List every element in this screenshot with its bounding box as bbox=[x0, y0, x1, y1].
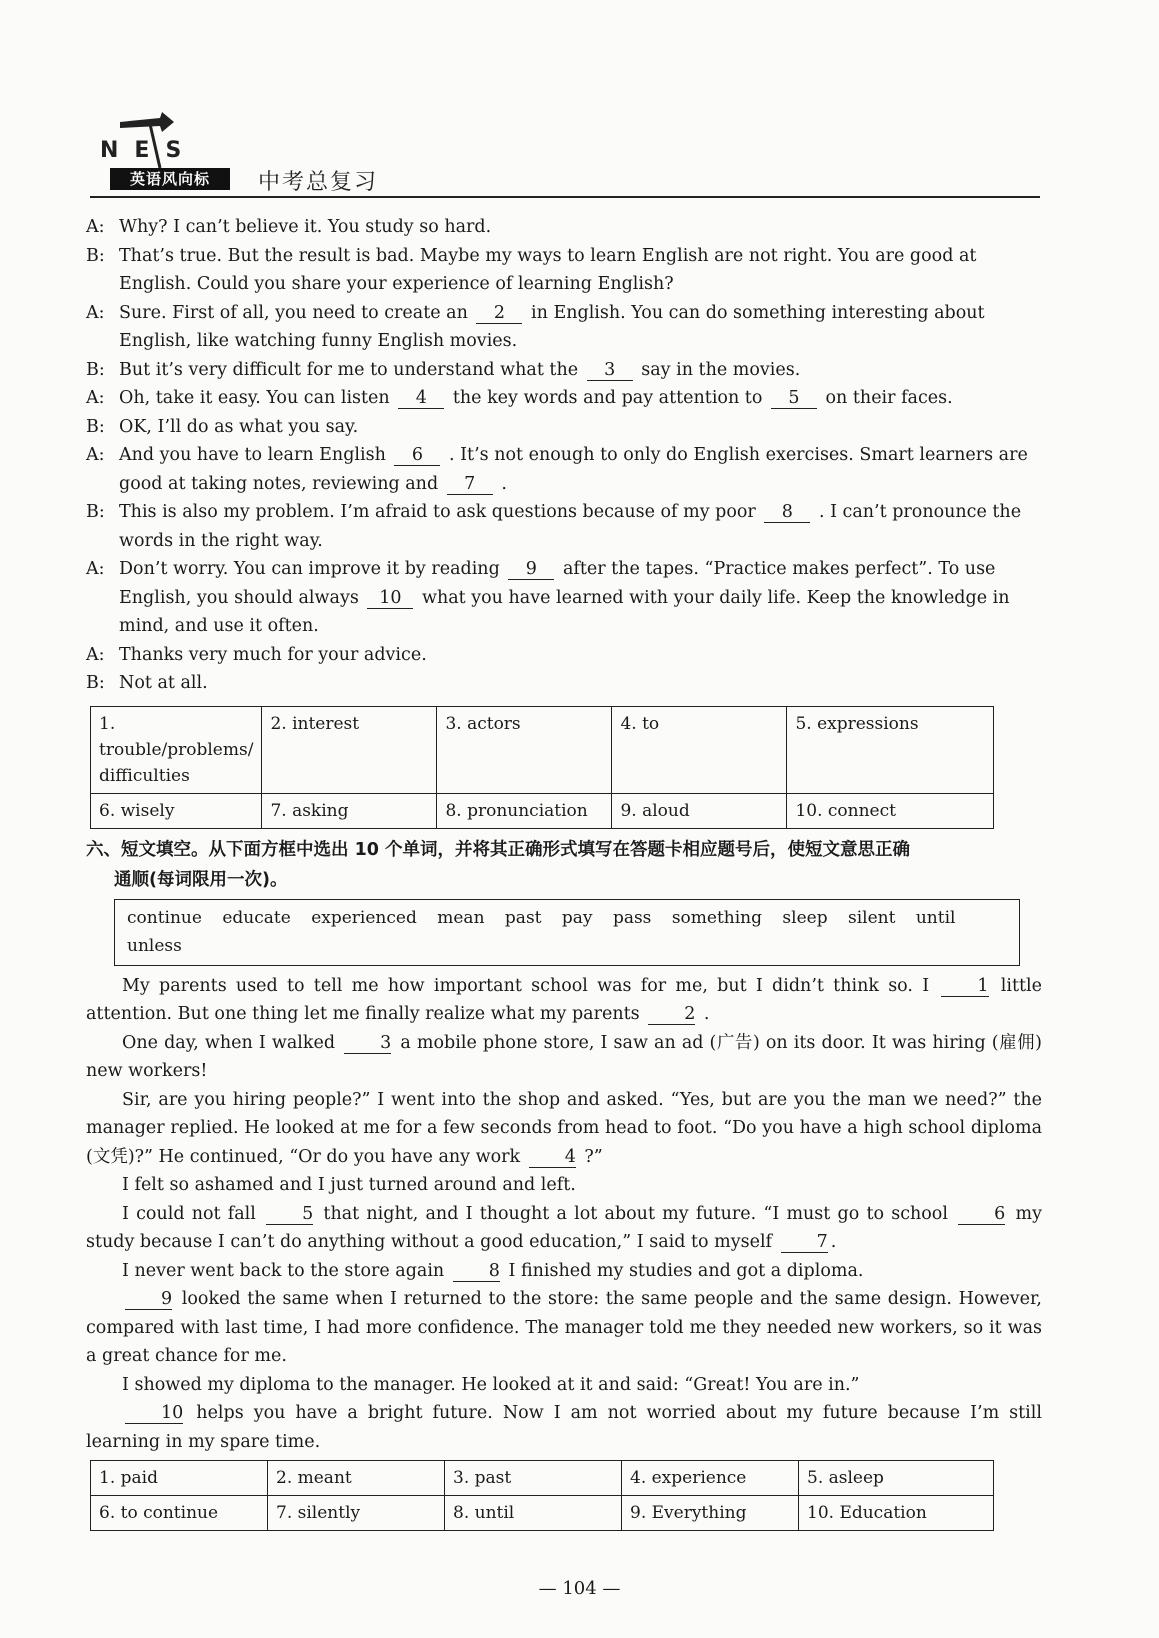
table-cell: 8. pronunciation bbox=[437, 793, 612, 828]
passage-text: I could not fall bbox=[122, 1203, 256, 1224]
answer-blank: 9 bbox=[125, 1289, 172, 1310]
dialogue-line bbox=[86, 356, 1042, 385]
dialogue bbox=[86, 213, 1042, 698]
header-title: 中考总复习 bbox=[258, 170, 379, 195]
table-cell: 5. expressions bbox=[787, 706, 994, 793]
passage-paragraph bbox=[86, 1029, 1042, 1086]
header-divider bbox=[90, 196, 1040, 198]
table-cell: 10. Education bbox=[799, 1496, 994, 1531]
speaker-label: B: bbox=[86, 416, 105, 437]
dialogue-text: say in the movies. bbox=[641, 359, 801, 380]
section-title-line: 六、短文填空。从下面方框中选出 10 个单词，并将其正确形式填写在答题卡相应题号后，使短文意思正确 bbox=[86, 839, 911, 860]
table-cell: 9. Everything bbox=[622, 1496, 799, 1531]
dialogue-text: Don’t worry. You can improve it by reading bbox=[119, 559, 500, 579]
answer-blank: 2 bbox=[648, 1004, 695, 1025]
table-cell: 1. paid bbox=[91, 1461, 268, 1496]
answer-blank: 9 bbox=[508, 559, 554, 580]
answer-blank: 3 bbox=[344, 1033, 391, 1054]
dialogue-text: Sure. First of all, you need to create an bbox=[119, 302, 468, 323]
table-row bbox=[91, 706, 994, 793]
word-bank-item: silent bbox=[848, 907, 896, 928]
table-cell: 6. to continue bbox=[91, 1496, 268, 1531]
passage-text: little attention. But one thing let me finally realize what my parents bbox=[86, 975, 1042, 1024]
passage-text: helps you have a bright future. Now I am not worried about my future because I’m still learning in my spare time. bbox=[86, 1403, 1042, 1452]
passage-paragraph bbox=[86, 1399, 1042, 1456]
table-row bbox=[91, 1461, 994, 1496]
answer-blank: 5 bbox=[266, 1204, 313, 1225]
dialogue-text: Oh, take it easy. You can listen bbox=[119, 388, 390, 408]
dialogue-text: in English. You can do something interesting about English, like watching funny English movies. bbox=[119, 302, 985, 351]
speaker-label: B: bbox=[86, 502, 105, 522]
dialogue-line bbox=[86, 413, 1042, 442]
dialogue-text: . bbox=[501, 473, 507, 494]
passage-text: I finished my studies and got a diploma. bbox=[508, 1260, 864, 1281]
dialogue-text: . I can’t pronounce the words in the right way. bbox=[119, 502, 1022, 551]
dialogue-text: OK, I’ll do as what you say. bbox=[119, 416, 359, 437]
word-bank-item: sleep bbox=[782, 907, 828, 928]
page-number: — 104 — bbox=[538, 1578, 621, 1599]
passage-paragraph bbox=[86, 1171, 1042, 1200]
dialogue-text: on their faces. bbox=[825, 388, 953, 408]
section-title-line: 通顺(每词限用一次)。 bbox=[114, 869, 288, 890]
speaker-label: B: bbox=[86, 245, 105, 266]
passage bbox=[86, 972, 1042, 1457]
dialogue-text: what you have learned with your daily life. Keep the knowledge in mind, and use it often. bbox=[119, 587, 1010, 636]
dialogue-line bbox=[86, 498, 1042, 555]
word-bank-item: pass bbox=[612, 907, 652, 928]
brand-badge: 英语风向标 bbox=[110, 168, 230, 190]
answer-table-passage bbox=[90, 1460, 994, 1531]
page-header bbox=[90, 110, 1040, 200]
passage-paragraph: I could not fall 5 that night, and I thought a lot about my future. “I must go to school 6 my study because I can’t do anything without a good education,” I said to myself 7 . bbox=[86, 1203, 1042, 1252]
answer-blank: 6 bbox=[394, 445, 440, 466]
dialogue-line bbox=[86, 242, 1042, 299]
answer-blank: 3 bbox=[587, 360, 633, 381]
passage-text: looked the same when I returned to the store: the same people and the same design. However, compared with last time, I had more confidence. The manager told me they needed new workers, so it was a great chance for me. bbox=[86, 1289, 1042, 1366]
speaker-label: A: bbox=[86, 559, 105, 579]
answer-blank: 5 bbox=[771, 388, 817, 409]
table-cell: 2. interest bbox=[262, 706, 437, 793]
dialogue-text: Not at all. bbox=[119, 673, 208, 693]
answer-table-dialogue bbox=[90, 706, 994, 829]
passage-paragraph bbox=[86, 1257, 1042, 1286]
speaker-label: A: bbox=[86, 445, 105, 465]
dialogue-text: . It’s not enough to only do English exercises. Smart learners are good at taking notes, reviewing and bbox=[119, 445, 1028, 494]
passage-text: . bbox=[703, 1004, 710, 1024]
answer-blank: 6 bbox=[958, 1204, 1005, 1225]
dialogue-text: And you have to learn English bbox=[119, 445, 386, 465]
answer-blank: 7 bbox=[781, 1232, 828, 1253]
answer-blank: 8 bbox=[764, 502, 810, 523]
passage-text: I showed my diploma to the manager. He looked at it and said: “Great! You are in.” bbox=[122, 1374, 860, 1395]
word-bank-item: past bbox=[504, 907, 542, 928]
brand-letters: NES bbox=[100, 138, 198, 163]
table-cell: 7. asking bbox=[262, 793, 437, 828]
answer-blank: 4 bbox=[398, 388, 444, 409]
passage-paragraph bbox=[86, 972, 1042, 1029]
word-bank-item: educate bbox=[222, 907, 291, 928]
word-bank-item: pay bbox=[561, 907, 593, 928]
table-cell: 1. trouble/problems/ difficulties bbox=[91, 706, 262, 793]
section-six-title bbox=[86, 835, 1042, 895]
dialogue-text: after the tapes. “Practice makes perfect”. To use English, you should always bbox=[119, 559, 996, 608]
table-cell: 7. silently bbox=[268, 1496, 445, 1531]
passage-paragraph bbox=[86, 1285, 1042, 1371]
dialogue-line bbox=[86, 555, 1042, 641]
table-cell: 3. actors bbox=[437, 706, 612, 793]
dialogue-line bbox=[86, 299, 1042, 356]
passage-text: Sir, are you hiring people?” I went into the shop and asked. “Yes, but are you the man we need?” the manager replied. He looked at me for a few seconds from head to foot. “Do you have a high school diploma (文凭)?” He continued, “Or do you have any work bbox=[86, 1089, 1042, 1167]
table-cell: 6. wisely bbox=[91, 793, 262, 828]
table-cell: 10. connect bbox=[787, 793, 994, 828]
dialogue-text: But it’s very difficult for me to understand what the bbox=[119, 359, 579, 380]
answer-blank: 10 bbox=[125, 1403, 183, 1424]
speaker-label: A: bbox=[86, 644, 105, 665]
dialogue-line bbox=[86, 641, 1042, 670]
table-cell: 3. past bbox=[445, 1461, 622, 1496]
passage-text: One day, when I walked bbox=[122, 1032, 336, 1053]
dialogue-text: That’s true. But the result is bad. Maybe my ways to learn English are not right. You are good at English. Could you share your experience of learning English? bbox=[119, 245, 977, 294]
word-bank-item: mean bbox=[437, 907, 485, 928]
table-cell: 5. asleep bbox=[799, 1461, 994, 1496]
answer-blank: 4 bbox=[529, 1147, 576, 1168]
dialogue-text: Why? I can’t believe it. You study so hard. bbox=[119, 217, 492, 237]
table-row bbox=[91, 1496, 994, 1531]
speaker-label: A: bbox=[86, 217, 105, 237]
passage-text: ?” bbox=[584, 1146, 603, 1167]
speaker-label: A: bbox=[86, 302, 105, 323]
word-bank-item: until bbox=[915, 907, 956, 928]
answer-blank: 8 bbox=[453, 1261, 500, 1282]
speaker-label: B: bbox=[86, 673, 105, 693]
passage-paragraph bbox=[86, 1086, 1042, 1172]
dialogue-text: the key words and pay attention to bbox=[452, 388, 763, 408]
dialogue-line bbox=[86, 669, 1042, 698]
answer-blank: 2 bbox=[476, 303, 522, 324]
table-row bbox=[91, 793, 994, 828]
passage-text: that night, and I thought a lot about my future. “I must go to school bbox=[323, 1203, 948, 1224]
table-cell: 4. to bbox=[612, 706, 787, 793]
page-content bbox=[86, 213, 1042, 1537]
table-cell: 9. aloud bbox=[612, 793, 787, 828]
word-bank bbox=[114, 899, 1020, 966]
answer-blank: 10 bbox=[367, 588, 413, 609]
answer-blank: 1 bbox=[941, 976, 988, 997]
speaker-label: A: bbox=[86, 388, 105, 408]
word-bank-item: continue bbox=[127, 907, 202, 928]
passage-text: I never went back to the store again bbox=[122, 1260, 445, 1281]
dialogue-line bbox=[86, 213, 1042, 242]
passage-text: a mobile phone store, I saw an ad (广告) on its door. It was hiring (雇佣) new workers! bbox=[86, 1032, 1042, 1081]
dialogue-text: Thanks very much for your advice. bbox=[119, 644, 427, 665]
word-bank-item: unless bbox=[127, 936, 182, 956]
passage-text: My parents used to tell me how important school was for me, but I didn’t think so. I bbox=[122, 975, 930, 996]
speaker-label: B: bbox=[86, 359, 105, 380]
dialogue-line bbox=[86, 384, 1042, 413]
word-bank-item: experienced bbox=[311, 907, 417, 928]
brand-logo bbox=[90, 110, 250, 190]
dialogue-text: This is also my problem. I’m afraid to ask questions because of my poor bbox=[119, 502, 756, 522]
passage-text: my study because I can’t do anything without a good education,” I said to myself bbox=[86, 1203, 1042, 1252]
dialogue-line bbox=[86, 441, 1042, 498]
table-cell: 4. experience bbox=[622, 1461, 799, 1496]
table-cell: 8. until bbox=[445, 1496, 622, 1531]
answer-blank: 7 bbox=[447, 474, 493, 495]
passage-paragraph bbox=[86, 1371, 1042, 1400]
word-bank-item: something bbox=[671, 907, 763, 928]
table-cell: 2. meant bbox=[268, 1461, 445, 1496]
passage-text: I felt so ashamed and I just turned around and left. bbox=[122, 1175, 576, 1195]
